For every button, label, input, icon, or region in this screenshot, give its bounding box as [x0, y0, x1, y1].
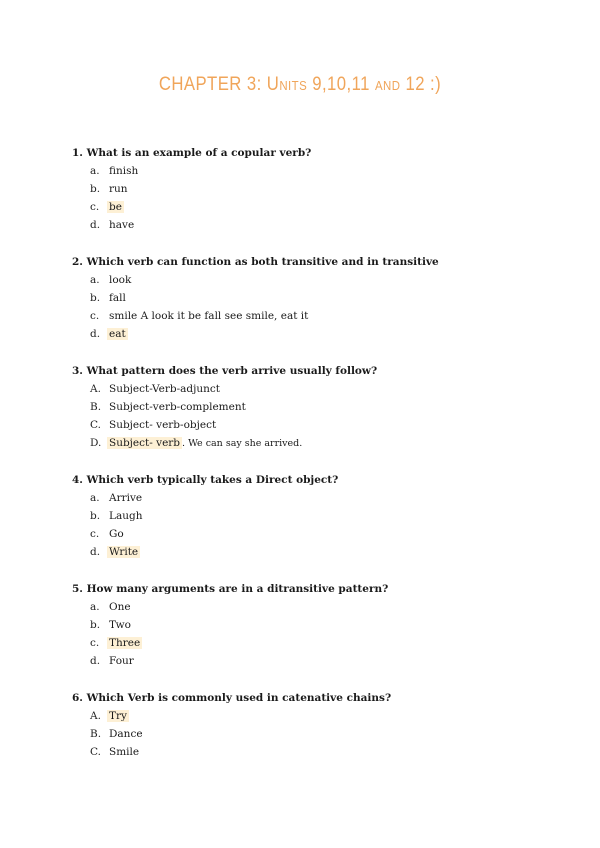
- option-label: c.: [90, 310, 100, 322]
- option-text: [109, 327, 128, 341]
- option-text: [109, 218, 134, 232]
- answer-option: [72, 418, 542, 436]
- option-text: [109, 309, 308, 323]
- option-value: finish: [109, 165, 139, 177]
- question-text: 2. Which verb can function as both transitive and in transitive: [72, 256, 439, 268]
- option-label: C.: [90, 746, 101, 758]
- highlighted-answer: Subject- verb: [109, 437, 181, 449]
- answer-option: [72, 600, 542, 618]
- question-2: [72, 255, 542, 345]
- answer-option: [72, 491, 542, 509]
- answer-option: [72, 309, 542, 327]
- question-text: 1. What is an example of a copular verb?: [72, 147, 312, 159]
- option-label: C.: [90, 419, 101, 431]
- option-label: d.: [90, 546, 101, 558]
- highlighted-answer: Three: [109, 637, 141, 649]
- option-value: look: [109, 274, 132, 286]
- highlighted-answer: eat: [109, 328, 126, 340]
- option-label: c.: [90, 201, 100, 213]
- option-label: A.: [90, 383, 101, 395]
- answer-option: [72, 382, 542, 400]
- option-label: a.: [90, 601, 100, 613]
- option-label: d.: [90, 219, 101, 231]
- answer-option: [72, 654, 542, 672]
- answer-option: [72, 327, 542, 345]
- option-text: [109, 491, 142, 505]
- option-text: [109, 400, 246, 414]
- question-1: [72, 146, 542, 236]
- option-value: smile A look it be fall see smile, eat it: [109, 310, 309, 322]
- option-value: Subject-verb-complement: [109, 401, 246, 413]
- option-label: b.: [90, 619, 101, 631]
- option-text: [109, 600, 131, 614]
- option-label: c.: [90, 637, 100, 649]
- answer-option: [72, 618, 542, 636]
- answer-option: [72, 509, 542, 527]
- option-label: a.: [90, 165, 100, 177]
- option-value: Subject- verb-object: [109, 419, 217, 431]
- answer-option: [72, 527, 542, 545]
- answer-option: [72, 182, 542, 200]
- option-text: [109, 654, 134, 668]
- option-value: Laugh: [109, 510, 143, 522]
- option-label: B.: [90, 728, 102, 740]
- option-label: d.: [90, 655, 101, 667]
- option-text: [109, 182, 128, 196]
- answer-option: [72, 200, 542, 218]
- option-text: [109, 727, 143, 741]
- option-text: [109, 618, 131, 632]
- question-5: [72, 582, 542, 672]
- highlighted-answer: Try: [109, 710, 127, 722]
- question-4: [72, 473, 542, 563]
- option-text: [109, 291, 126, 305]
- option-label: a.: [90, 492, 100, 504]
- option-text: [109, 418, 216, 432]
- question-text: 3. What pattern does the verb arrive usually follow?: [72, 365, 378, 377]
- answer-option: [72, 218, 542, 236]
- answer-option: [72, 545, 542, 563]
- option-value: Go: [109, 528, 124, 540]
- option-label: b.: [90, 292, 101, 304]
- highlighted-answer: Write: [109, 546, 139, 558]
- option-label: D.: [90, 437, 102, 449]
- option-text: [109, 709, 129, 723]
- option-text: [109, 273, 131, 287]
- option-value: Four: [109, 655, 134, 667]
- question-text: 5. How many arguments are in a ditransitive pattern?: [72, 583, 389, 595]
- answer-option: [72, 291, 542, 309]
- option-text: [109, 200, 124, 214]
- option-text: [109, 636, 142, 650]
- answer-option: [72, 164, 542, 182]
- option-text: [109, 745, 139, 759]
- option-text: [109, 545, 140, 559]
- answer-option: [72, 400, 542, 418]
- page-title: CHAPTER 3: Units 9,10,11 and 12 :): [158, 74, 442, 95]
- answer-option: [72, 745, 542, 763]
- option-label: c.: [90, 528, 100, 540]
- option-value: Dance: [109, 728, 143, 740]
- option-value: Smile: [109, 746, 140, 758]
- option-value: Subject-Verb-adjunct: [109, 383, 221, 395]
- question-3: [72, 364, 542, 454]
- option-label: b.: [90, 183, 101, 195]
- option-note: . We can say she arrived.: [182, 438, 303, 449]
- answer-option: [72, 709, 542, 727]
- option-value: Two: [109, 619, 131, 631]
- option-text: [109, 382, 220, 396]
- option-text: [109, 436, 302, 451]
- option-label: a.: [90, 274, 100, 286]
- option-label: d.: [90, 328, 101, 340]
- option-label: A.: [90, 710, 101, 722]
- option-label: b.: [90, 510, 101, 522]
- answer-option: [72, 727, 542, 745]
- highlighted-answer: be: [109, 201, 122, 213]
- option-label: B.: [90, 401, 102, 413]
- option-value: Arrive: [109, 492, 143, 504]
- question-text: 4. Which verb typically takes a Direct object?: [72, 474, 339, 486]
- option-value: have: [109, 219, 135, 231]
- option-text: [109, 527, 124, 541]
- option-text: [109, 164, 138, 178]
- option-value: One: [109, 601, 131, 613]
- option-value: run: [109, 183, 128, 195]
- answer-option: [72, 636, 542, 654]
- question-6: [72, 691, 542, 763]
- option-text: [109, 509, 142, 523]
- option-value: fall: [109, 292, 126, 304]
- answer-option: [72, 273, 542, 291]
- answer-option: [72, 436, 542, 454]
- question-text: 6. Which Verb is commonly used in catenative chains?: [72, 692, 392, 704]
